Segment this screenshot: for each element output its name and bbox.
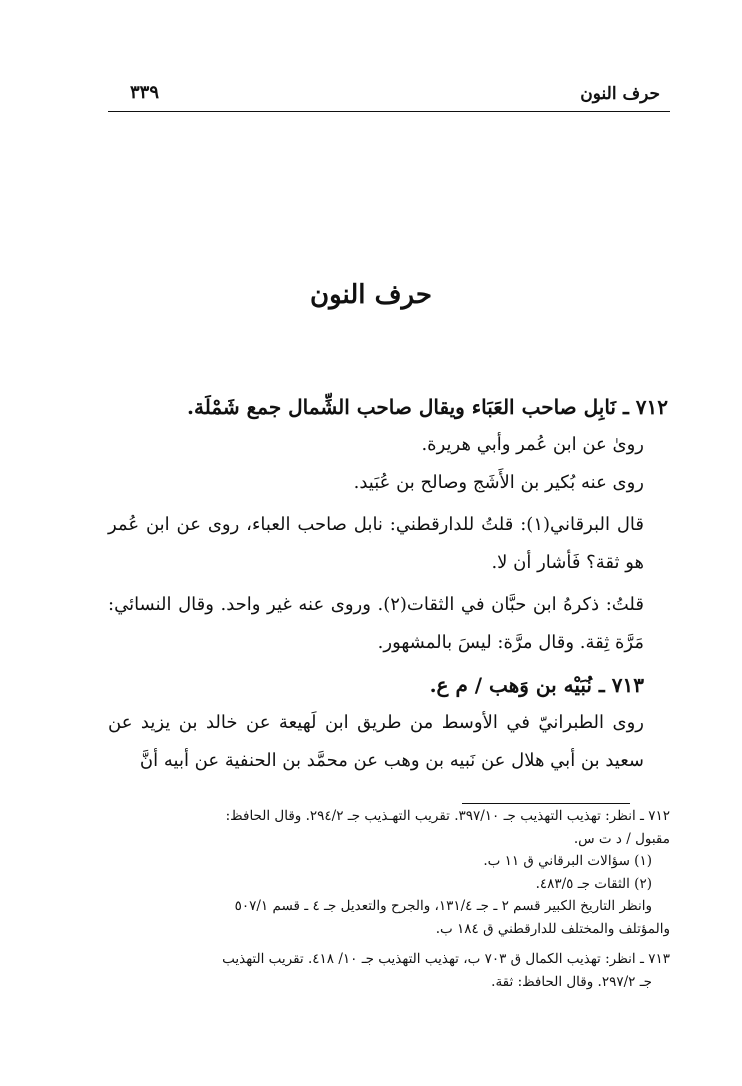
footnote-712-note-2: (٢) الثقات جـ ٤٨٣/٥. bbox=[535, 875, 652, 892]
header-rule bbox=[108, 111, 670, 112]
footnote-rule bbox=[462, 803, 630, 804]
running-header bbox=[108, 80, 668, 110]
footnote-712-line-4: والمؤتلف والمختلف للدارقطني ق ١٨٤ ب. bbox=[435, 920, 670, 937]
running-header-title: حرف النون bbox=[580, 84, 660, 104]
footnote-712-note-1: (١) سؤالات البرقاني ق ١١ ب. bbox=[483, 853, 652, 869]
footnotes bbox=[108, 805, 670, 993]
chapter-title: حرف النون bbox=[310, 280, 432, 310]
entry-713-heading: ٧١٣ ـ نُبَيْه بن وَهب / م ع. bbox=[429, 673, 644, 697]
entry-712-paragraph-1: قال البرقاني(١): قلتُ للدارقطني: نابل صاحب العباء، روى عن ابن عُمر هو ثقة؟ فَأشار أن لا. bbox=[108, 514, 644, 573]
page-number: ٣٣٩ bbox=[130, 82, 160, 103]
entry-712-narrated-from: روىٰ عن ابن عُمر وأبي هريرة. bbox=[421, 434, 644, 455]
footnote-713-line-2: جـ ٢٩٧/٢. وقال الحافظ: ثقة. bbox=[491, 973, 652, 990]
footnote-712-line-1: ٧١٢ ـ انظر: تهذيب التهذيب جـ ٣٩٧/١٠. تقريب التهـذيب جـ ٢٩٤/٢. وقال الحافظ: bbox=[225, 808, 670, 824]
entry-712-heading: ٧١٢ ـ نَابِل صاحب العَبَاء ويقال صاحب الشِّمال جمع شَمْلَة. bbox=[187, 395, 668, 419]
entry-712-paragraph-2: قلتُ: ذكرهُ ابن حبَّان في الثقات(٢). وروى عنه غير واحد. وقال النسائي: مَرَّة ثِقة. وقال مرَّة: ليسَ بالمشهور. bbox=[108, 594, 644, 653]
footnote-712-line-2: مقبول / د ت س. bbox=[573, 830, 670, 847]
entry-712-narrated-by: روى عنه بُكير بن الأَشَج وصالح بن عُبَيد. bbox=[353, 472, 644, 493]
footnote-712-line-3: وانظر التاريخ الكبير قسم ٢ ـ جـ ١٣١/٤، والجرح والتعديل جـ ٤ ـ قسم ٥٠٧/١ bbox=[234, 898, 652, 914]
entry-713-paragraph-1: روى الطبرانيّ في الأوسط من طريق ابن لَهيعة عن خالد بن يزيد عن سعيد بن أبي هلال عن نَبيه بن وهب عن محمَّد بن الحنفية عن أبيه أنَّ bbox=[108, 712, 644, 771]
footnote-713-line-1: ٧١٣ ـ انظر: تهذيب الكمال ق ٧٠٣ ب، تهذيب التهذيب جـ ١٠/ ٤١٨. تقريب التهذيب bbox=[222, 951, 670, 967]
main-text bbox=[108, 388, 668, 780]
